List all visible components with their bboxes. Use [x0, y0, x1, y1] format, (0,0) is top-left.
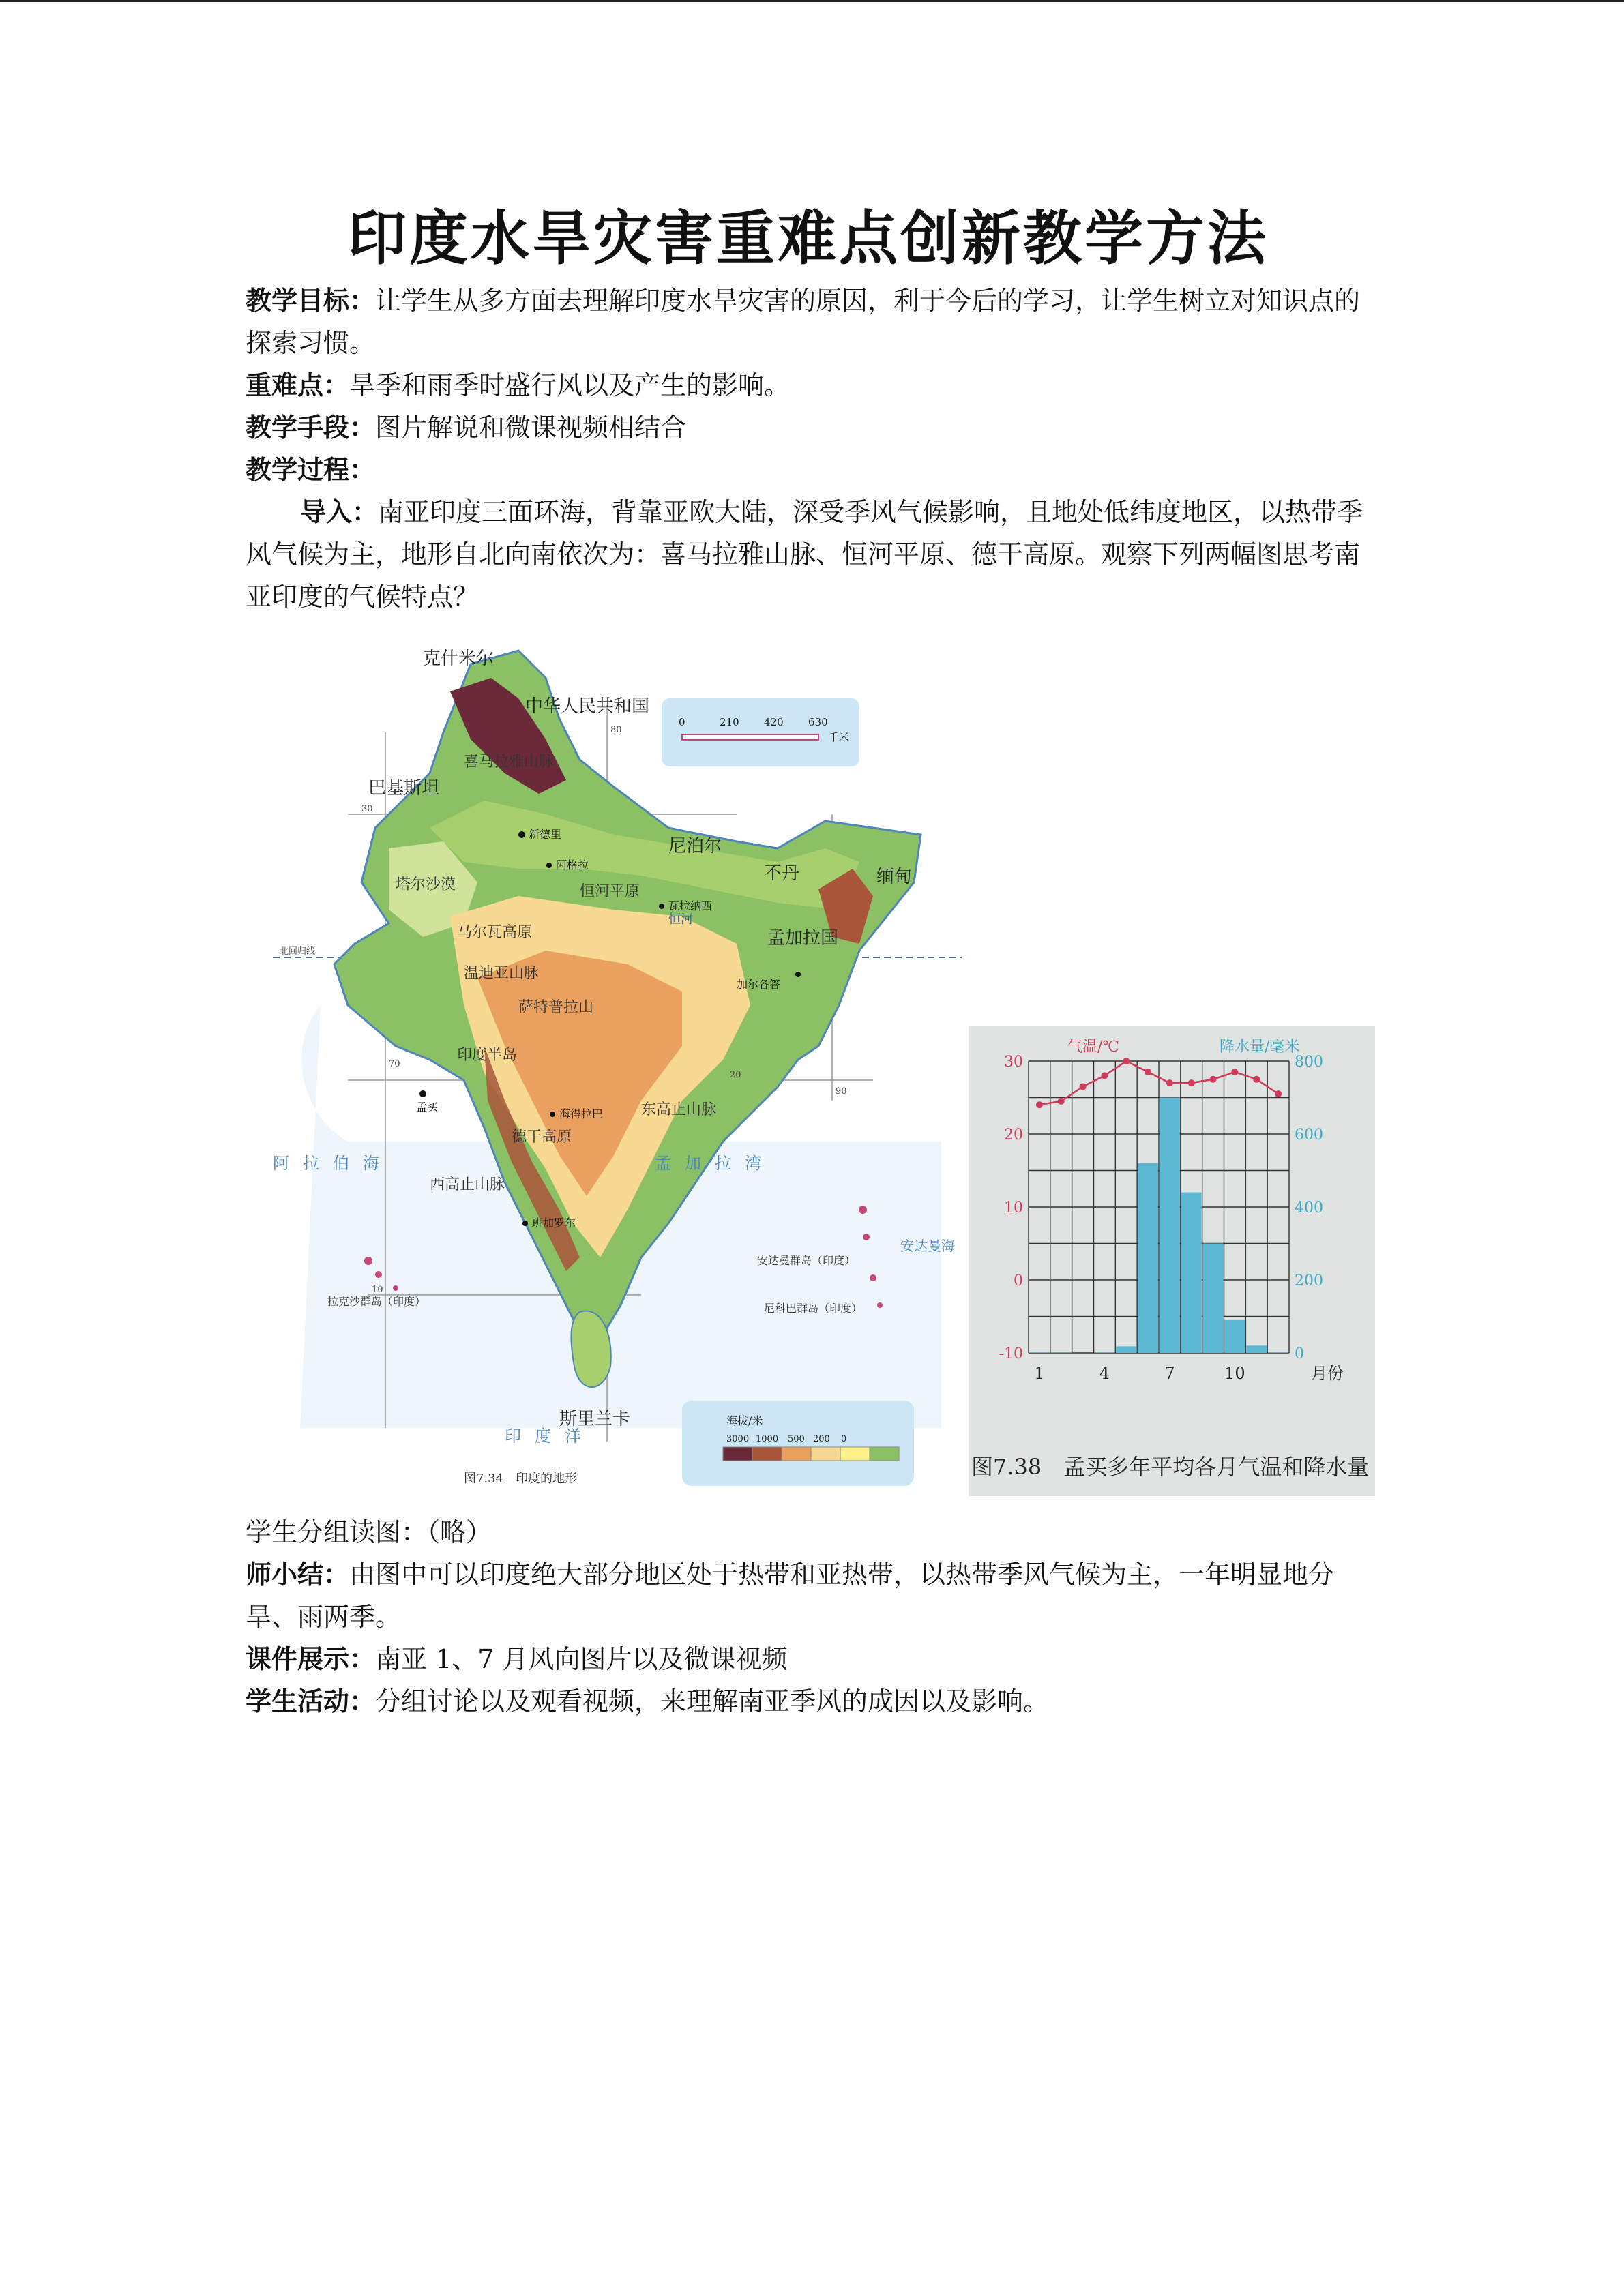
label-e-ghats: 东高止山脉: [641, 1101, 717, 1118]
tropic-label: 北回归线: [280, 946, 316, 957]
label-malwa: 马尔瓦高原: [457, 924, 533, 941]
legend-swatch-4: [840, 1447, 870, 1461]
summary-text: 由图中可以印度绝大部分地区处于热带和亚热带，以热带季风气候为主，一年明显地分旱、雨两季。: [246, 1560, 1335, 1632]
right-axis-title: 降水量/毫米: [1220, 1039, 1300, 1056]
city-dot-new-delhi: [518, 831, 525, 838]
city-bangalore: 班加罗尔: [532, 1217, 576, 1229]
scale-tick-0: 0: [679, 716, 685, 728]
temp-point-4: [1101, 1072, 1108, 1079]
precip-bar-8: [1181, 1193, 1202, 1353]
intro-text: 南亚印度三面环海，背靠亚欧大陆，深受季风气候影响，且地处低纬度地区，以热带季风气候为主，地形自北向南依次为：喜马拉雅山脉、恒河平原、德干高原。观察下列两幅图思考南亚印度的气候特点？: [246, 497, 1363, 612]
mumbai-climate-chart: [969, 1026, 1375, 1496]
intro-label: 导入：: [300, 497, 379, 527]
legend-swatch-1: [752, 1447, 782, 1461]
india-terrain-map: [259, 623, 969, 1503]
legend-swatch-5: [870, 1447, 899, 1461]
label-pakistan: 巴基斯坦: [368, 778, 440, 799]
label-ganges-plain: 恒河平原: [580, 883, 640, 900]
precip-bar-7: [1160, 1098, 1180, 1354]
city-dot-kolkata: [795, 972, 801, 977]
document-page: [246, 198, 1371, 1723]
label-vindhya: 温迪亚山脉: [464, 965, 540, 982]
precip-bar-1: [1029, 1352, 1050, 1353]
city-kolkata: 加尔各答: [737, 978, 781, 991]
scale-tick-1: 210: [720, 716, 739, 728]
temp-point-1: [1036, 1101, 1043, 1108]
label-arabian-sea: 阿拉伯海: [273, 1154, 393, 1173]
temp-point-8: [1188, 1079, 1195, 1086]
city-dot-varanasi: [659, 904, 664, 909]
temp-point-11: [1253, 1076, 1260, 1083]
city-mumbai: 孟买: [416, 1101, 439, 1114]
temp-point-10: [1231, 1069, 1238, 1075]
x-tick-4: 4: [1099, 1364, 1110, 1383]
legend-swatch-2: [782, 1447, 811, 1461]
legend-title: 海拔/米: [726, 1414, 763, 1427]
label-indian-ocean: 印度洋: [505, 1427, 595, 1446]
nicobar-island-2: [877, 1302, 883, 1308]
means-paragraph: [246, 406, 1371, 449]
page-top-border: [0, 0, 1624, 2]
city-agra: 阿格拉: [556, 859, 589, 871]
right-tick-2: 400: [1295, 1199, 1323, 1217]
left-tick-1: 20: [1004, 1127, 1023, 1144]
label-himalaya: 喜马拉雅山脉: [464, 754, 555, 771]
label-myanmar: 缅甸: [876, 867, 913, 887]
right-tick-3: 200: [1295, 1272, 1323, 1289]
label-bay-of-bengal: 孟加拉湾: [655, 1154, 775, 1173]
key-point-paragraph: [246, 364, 1371, 406]
city-dot-agra: [546, 863, 552, 868]
legend-swatches: [723, 1447, 899, 1461]
x-axis-title: 月份: [1311, 1364, 1344, 1383]
intro-paragraph: [246, 491, 1371, 618]
means-text: 图片解说和微课视频相结合: [375, 413, 687, 443]
label-andaman-sea: 安达曼海: [900, 1238, 955, 1254]
label-laccadive: 拉克沙群岛（印度）: [327, 1295, 426, 1308]
lat-label-20: 20: [730, 1070, 741, 1080]
climate-caption: 图7.38 孟买多年平均各月气温和降水量: [971, 1454, 1370, 1480]
figures-row: [246, 623, 1371, 1503]
precip-bar-11: [1246, 1345, 1267, 1353]
key-point-text: 旱季和雨季时盛行风以及产生的影响。: [349, 370, 791, 400]
label-bhutan: 不丹: [764, 863, 800, 884]
left-tick-3: 0: [1014, 1272, 1023, 1289]
legend-level-3: 200: [813, 1434, 830, 1444]
scale-tick-3: 630: [808, 716, 828, 728]
objective-label: 教学目标：: [246, 286, 376, 316]
lon-label-80: 80: [610, 725, 622, 735]
objective-text: 让学生从多方面去理解印度水旱灾害的原因，利于今后的学习，让学生树立对知识点的探索习惯。: [246, 286, 1361, 358]
label-sri-lanka: 斯里兰卡: [559, 1409, 631, 1429]
andaman-island-1: [859, 1206, 867, 1214]
nicobar-island-1: [870, 1274, 876, 1281]
temp-point-6: [1145, 1069, 1151, 1075]
scale-bar: [682, 734, 818, 740]
label-bangladesh: 孟加拉国: [767, 928, 839, 949]
activity-paragraph: [246, 1680, 1371, 1723]
courseware-paragraph: [246, 1638, 1371, 1680]
reading-paragraph: 学生分组读图：（略）: [246, 1517, 492, 1547]
city-new-delhi: 新德里: [529, 828, 562, 841]
label-ganges: 恒河: [668, 912, 693, 927]
activity-text: 分组讨论以及观看视频，来理解南亚季风的成因以及影响。: [375, 1686, 1050, 1716]
activity-label: 学生活动：: [246, 1686, 376, 1716]
lon-label-90: 90: [836, 1086, 847, 1097]
lat-label-10: 10: [372, 1285, 383, 1295]
legend-swatch-0: [723, 1447, 752, 1461]
label-nicobar: 尼科巴群岛（印度）: [764, 1302, 863, 1315]
temp-point-5: [1123, 1058, 1130, 1064]
left-axis-title: 气温/℃: [1067, 1039, 1120, 1056]
x-tick-1: 1: [1034, 1364, 1045, 1383]
label-kashmir: 克什米尔: [423, 648, 494, 669]
legend-level-4: 0: [841, 1434, 847, 1444]
legend-swatch-3: [811, 1447, 840, 1461]
legend-level-1: 1000: [756, 1434, 779, 1444]
key-point-label: 重难点：: [246, 370, 350, 400]
label-nepal: 尼泊尔: [668, 836, 722, 856]
means-label: 教学手段：: [246, 413, 376, 443]
map-caption: 图7.34 印度的地形: [464, 1472, 578, 1486]
process-paragraph: [246, 449, 1371, 491]
x-tick-7: 7: [1164, 1364, 1175, 1383]
temp-point-2: [1058, 1098, 1065, 1105]
precip-bar-5: [1116, 1346, 1136, 1353]
label-thar: 塔尔沙漠: [396, 876, 456, 893]
courseware-text: 南亚 1、7 月风向图片以及微课视频: [375, 1644, 788, 1674]
right-tick-1: 600: [1295, 1127, 1323, 1144]
city-dot-hyderabad: [550, 1112, 555, 1117]
temp-point-3: [1080, 1083, 1087, 1090]
right-tick-4: 0: [1295, 1345, 1304, 1362]
laccadive-island-3: [393, 1285, 398, 1291]
document-title: 印度水旱灾害重难点创新教学方法: [348, 205, 1269, 273]
city-dot-mumbai: [419, 1090, 426, 1097]
label-w-ghats: 西高止山脉: [430, 1176, 505, 1193]
precip-bar-9: [1203, 1244, 1224, 1354]
scale-tick-2: 420: [764, 716, 784, 728]
laccadive-island-2: [375, 1271, 382, 1278]
city-hyderabad: 海得拉巴: [559, 1107, 604, 1120]
temp-point-9: [1210, 1076, 1217, 1083]
temp-point-7: [1166, 1079, 1173, 1086]
city-dot-bangalore: [522, 1221, 528, 1226]
label-deccan: 德干高原: [512, 1129, 572, 1146]
left-tick-4: -10: [999, 1345, 1023, 1362]
laccadive-island-1: [364, 1257, 372, 1265]
precip-bar-12: [1268, 1352, 1288, 1353]
right-tick-0: 800: [1295, 1054, 1323, 1071]
city-varanasi: 瓦拉纳西: [668, 899, 713, 912]
precip-bar-10: [1225, 1320, 1245, 1353]
objective-paragraph: [246, 280, 1371, 364]
left-tick-2: 10: [1004, 1199, 1023, 1217]
legend-level-0: 3000: [726, 1434, 750, 1444]
precip-bar-6: [1138, 1163, 1158, 1353]
temp-point-12: [1275, 1090, 1282, 1097]
andaman-island-2: [863, 1234, 870, 1240]
left-tick-0: 30: [1004, 1054, 1023, 1071]
courseware-label: 课件展示：: [246, 1644, 376, 1674]
label-peninsula: 印度半岛: [457, 1047, 518, 1064]
lon-label-70: 70: [389, 1059, 400, 1069]
label-china: 中华人民共和国: [525, 696, 650, 717]
label-andaman: 安达曼群岛（印度）: [757, 1254, 856, 1267]
precip-bar-2: [1051, 1352, 1072, 1353]
summary-paragraph: [246, 1553, 1371, 1638]
label-satpura: 萨特普拉山: [518, 999, 594, 1016]
scale-unit: 千米: [829, 731, 850, 743]
lat-label-30: 30: [361, 804, 373, 814]
summary-label: 师小结：: [246, 1560, 350, 1590]
legend-level-2: 500: [788, 1434, 805, 1444]
x-tick-10: 10: [1224, 1364, 1245, 1383]
process-label: 教学过程：: [246, 455, 376, 485]
precip-bar-4: [1095, 1352, 1115, 1353]
